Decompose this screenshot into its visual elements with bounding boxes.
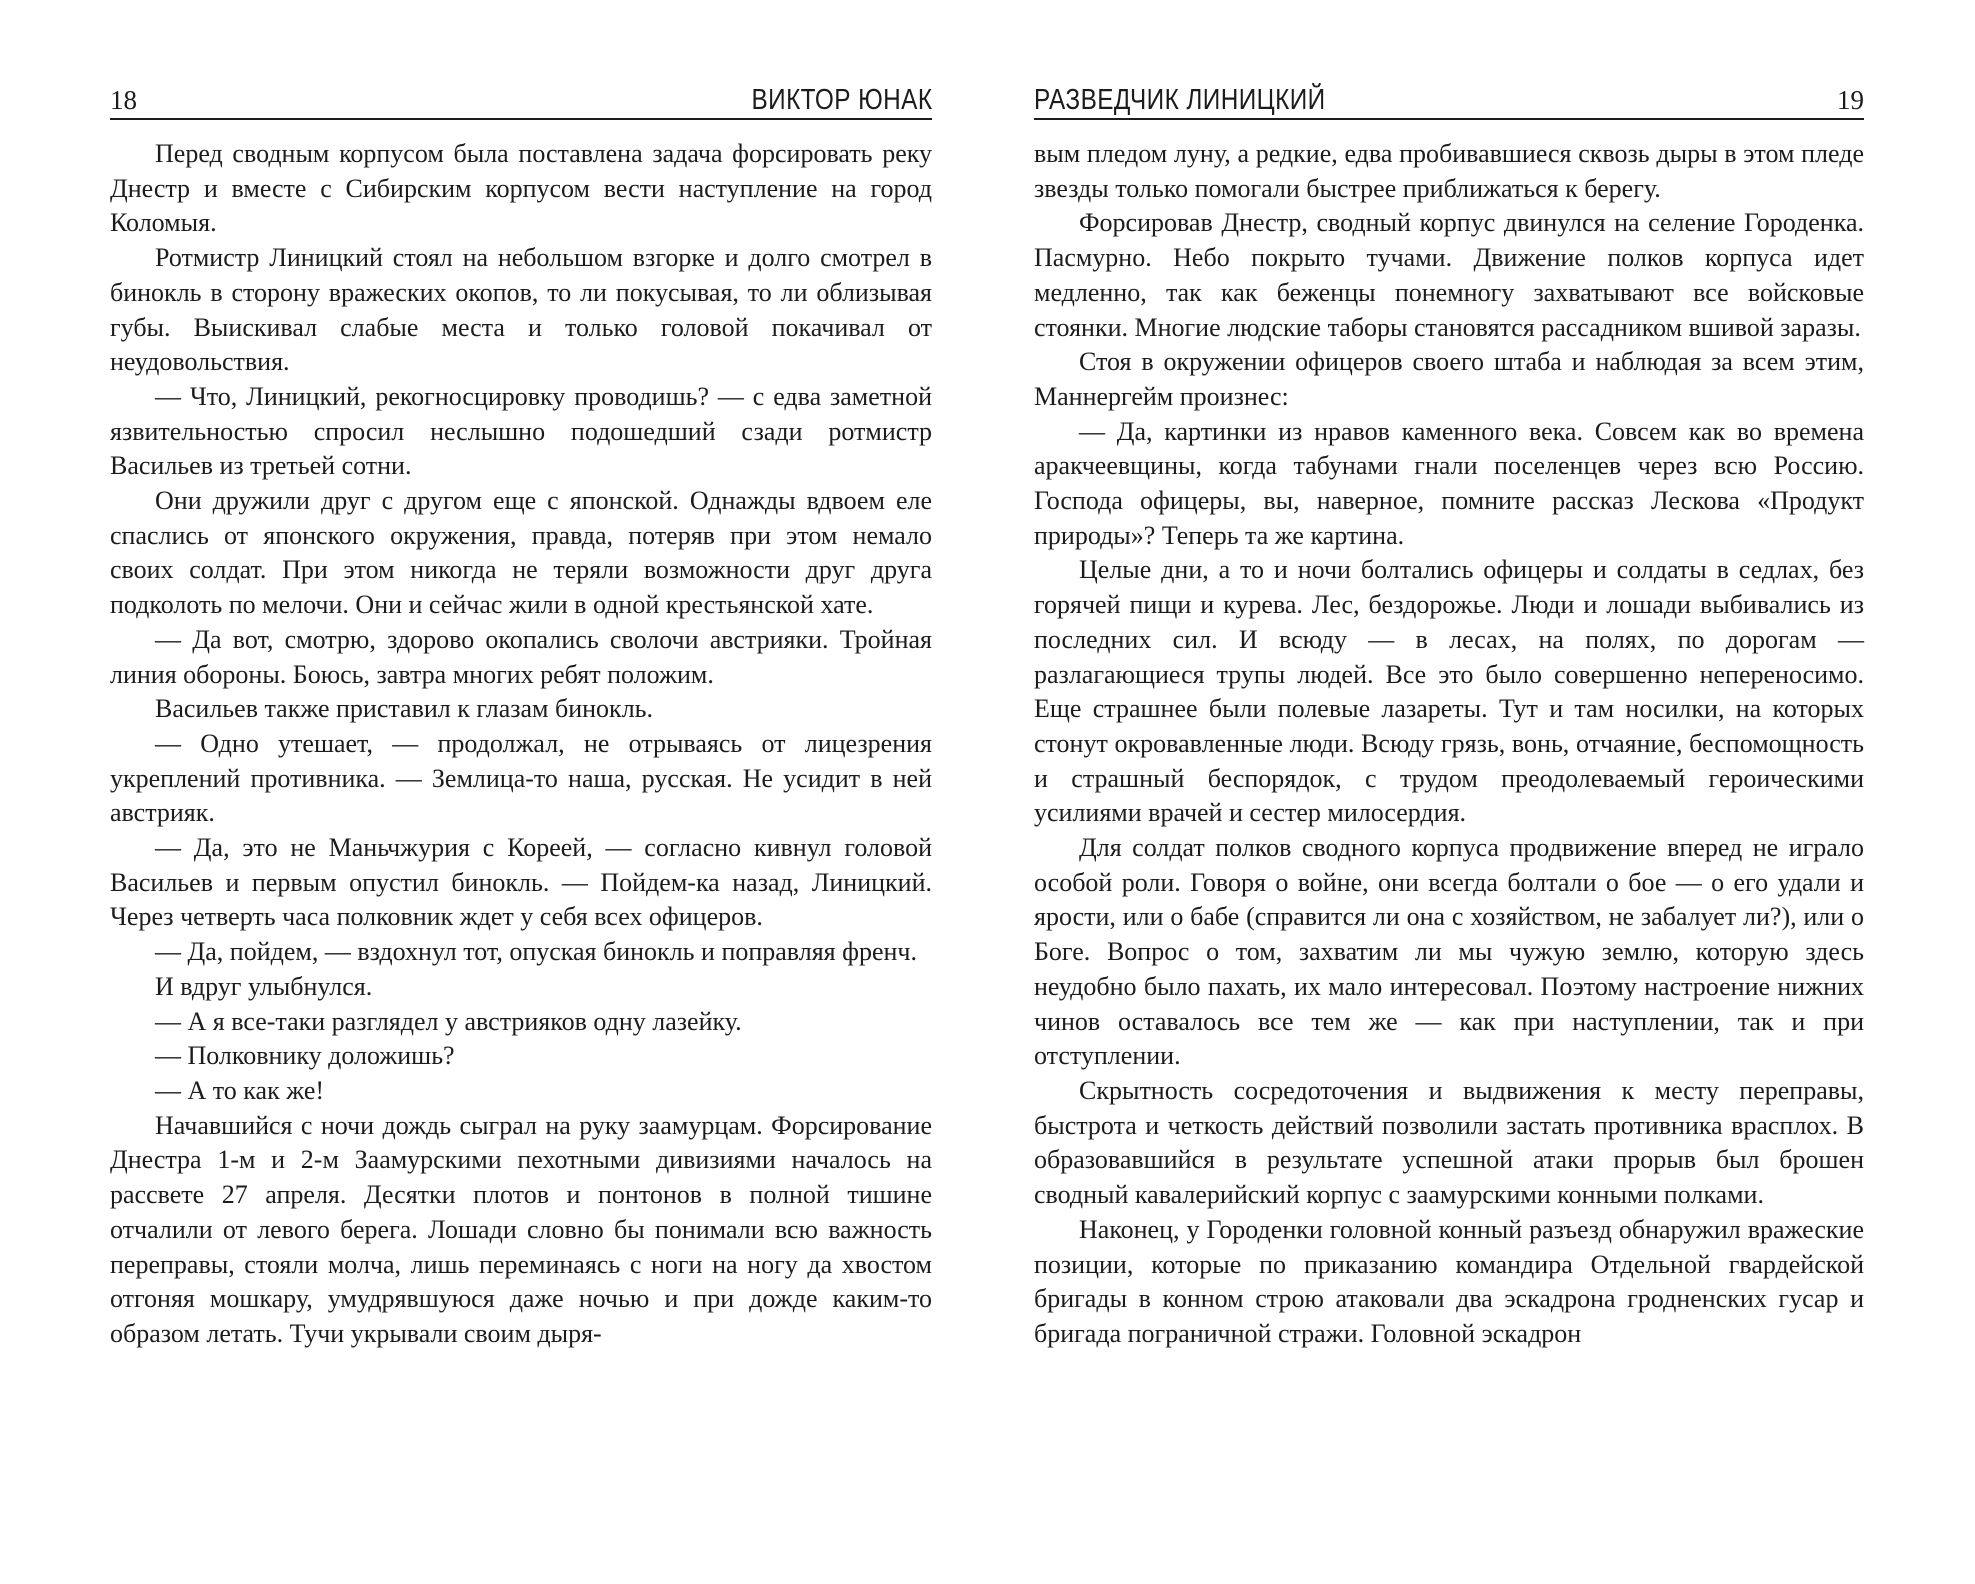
paragraph: Начавшийся с ночи дождь сыграл на руку заамурцам. Форсирование Днестра 1-м и 2-м Заамурскими пехотными дивизиями началось на рассвете 27 апреля. Десятки плотов и понтонов в полной тишине отчалили от левого берега. Лошади словно бы понимали всю важность переправы, стояли молча, лишь переминаясь с ноги на ногу да хвостом отгоняя мошкару, умудрявшуюся даже ночью и при дожде каким-то образом летать. Тучи укрывали своим дыря- (110, 1110, 932, 1348)
left-running-head (110, 78, 932, 120)
paragraph: — Да, картинки из нравов каменного века. Совсем как во времена аракчеевщины, когда табунами гнали поселенцев через всю Россию. Господа офицеры, вы, наверное, помните рассказ Лескова «Продукт природы»? Теперь та же картина. (1034, 416, 1864, 550)
left-body-text (110, 137, 932, 1352)
paragraph: Форсировав Днестр, сводный корпус двинулся на селение Городенка. Пасмурно. Небо покрыто тучами. Движение полков корпуса идет медленно, так как беженцы понемногу захватывают все войсковые стоянки. Многие людские таборы становятся рассадником вшивой заразы. (1034, 208, 1864, 342)
right-running-head (1034, 78, 1864, 120)
paragraph: — Да, пойдем, — вздохнул тот, опуская бинокль и поправляя френч. (155, 937, 918, 967)
paragraph: — Что, Линицкий, рекогносцировку проводишь? — с едва заметной язвительностью спросил неслышно подошедший сзади ротмистр Васильев из третьей сотни. (110, 381, 932, 481)
paragraph: — А я все-таки разглядел у австрияков одну лазейку. (155, 1006, 742, 1036)
paragraph: И вдруг улыбнулся. (155, 971, 373, 1001)
paragraph: Они дружили друг с другом еще с японской. Однажды вдвоем еле спаслись от японского окружения, правда, потеряв при этом немало своих солдат. При этом никогда не теряли возможности друг друга подколоть по мелочи. Они и сейчас жили в одной крестьянской хате. (110, 486, 932, 620)
paragraph: Целые дни, а то и ночи болтались офицеры и солдаты в седлах, без горячей пищи и курева. Лес, бездорожье. Люди и лошади выбивались из последних сил. И всюду — в лесах, на полях, по дорогам — разлагающиеся трупы людей. Все это было совершенно непереносимо. Еще страшнее были полевые лазареты. Тут и там носилки, на которых стонут окровавленные люди. Всюду грязь, вонь, отчаяние, беспомощность и страшный беспорядок, с трудом преодолеваемый героическими усилиями врачей и сестер милосердия. (1034, 555, 1864, 828)
paragraph: Перед сводным корпусом была поставлена задача форсировать реку Днестр и вместе с Сибирским корпусом вести наступление на город Коломыя. (110, 139, 932, 238)
right-page (988, 0, 1975, 1584)
paragraph: Скрытность сосредоточения и выдвижения к месту переправы, быстрота и четкость действий позволили застать противника врасплох. В образовавшийся в результате успешной атаки прорыв был брошен сводный кавалерийский корпус с заамурскими конными полками. (1034, 1075, 1864, 1210)
right-body-text (1034, 137, 1864, 1352)
paragraph: Ротмистр Линицкий стоял на небольшом взгорке и долго смотрел в бинокль в сторону вражеских окопов, то ли покусывая, то ли облизывая губы. Выискивал слабые места и только головой покачивал от неудовольствия. (110, 243, 932, 377)
right-page-number: 19 (1837, 85, 1864, 115)
paragraph: — Да вот, смотрю, здорово окопались сволочи австрияки. Тройная линия обороны. Боюсь, завтра многих ребят положим. (110, 624, 932, 689)
paragraph: Стоя в окружении офицеров своего штаба и наблюдая за всем этим, Маннергейм произнес: (1034, 347, 1864, 411)
paragraph: Для солдат полков сводного корпуса продвижение вперед не играло особой роли. Говоря о войне, они всегда болтали о бое — о его удали и ярости, или о бабе (справится ли она с хозяйством, не забалует ли?), или о Боге. Вопрос о том, захватим ли мы чужую землю, которую здесь неудобно было пахать, их мало интересовал. Поэтому настроение нижних чинов оставалось все тем же — как при наступлении, так и при отступлении. (1034, 833, 1864, 1071)
right-running-head-title: РАЗВЕДЧИК ЛИНИЦКИЙ (1034, 84, 1326, 116)
paragraph: Наконец, у Городенки головной конный разъезд обнаружил вражеские позиции, которые по приказанию командира Отдельной гвардейской бригады в конном строю атаковали два эскадрона гродненских гусар и бригада пограничной стражи. Головной эскадрон (1034, 1214, 1864, 1348)
left-running-head-author: ВИКТОР ЮНАК (751, 84, 932, 116)
paragraph: — А то как же! (155, 1075, 325, 1105)
paragraph: — Полковнику доложишь? (155, 1041, 455, 1071)
paragraph: Васильев также приставил к глазам бинокль. (155, 694, 654, 724)
paragraph-continuation: вым пледом луну, а редкие, едва пробивавшиеся сквозь дыры в этом пледе звезды только помогали быстрее приближаться к берегу. (1034, 139, 1864, 203)
paragraph: — Одно утешает, — продолжал, не отрываясь от лицезрения укреплений противника. — Землица-то наша, русская. Не усидит в ней австрияк. (110, 728, 932, 828)
left-page-number: 18 (110, 85, 137, 115)
paragraph: — Да, это не Маньчжурия с Кореей, — согласно кивнул головой Васильев и первым опустил бинокль. — Пойдем-ка назад, Линицкий. Через четверть часа полковник ждет у себя всех офицеров. (110, 833, 932, 932)
